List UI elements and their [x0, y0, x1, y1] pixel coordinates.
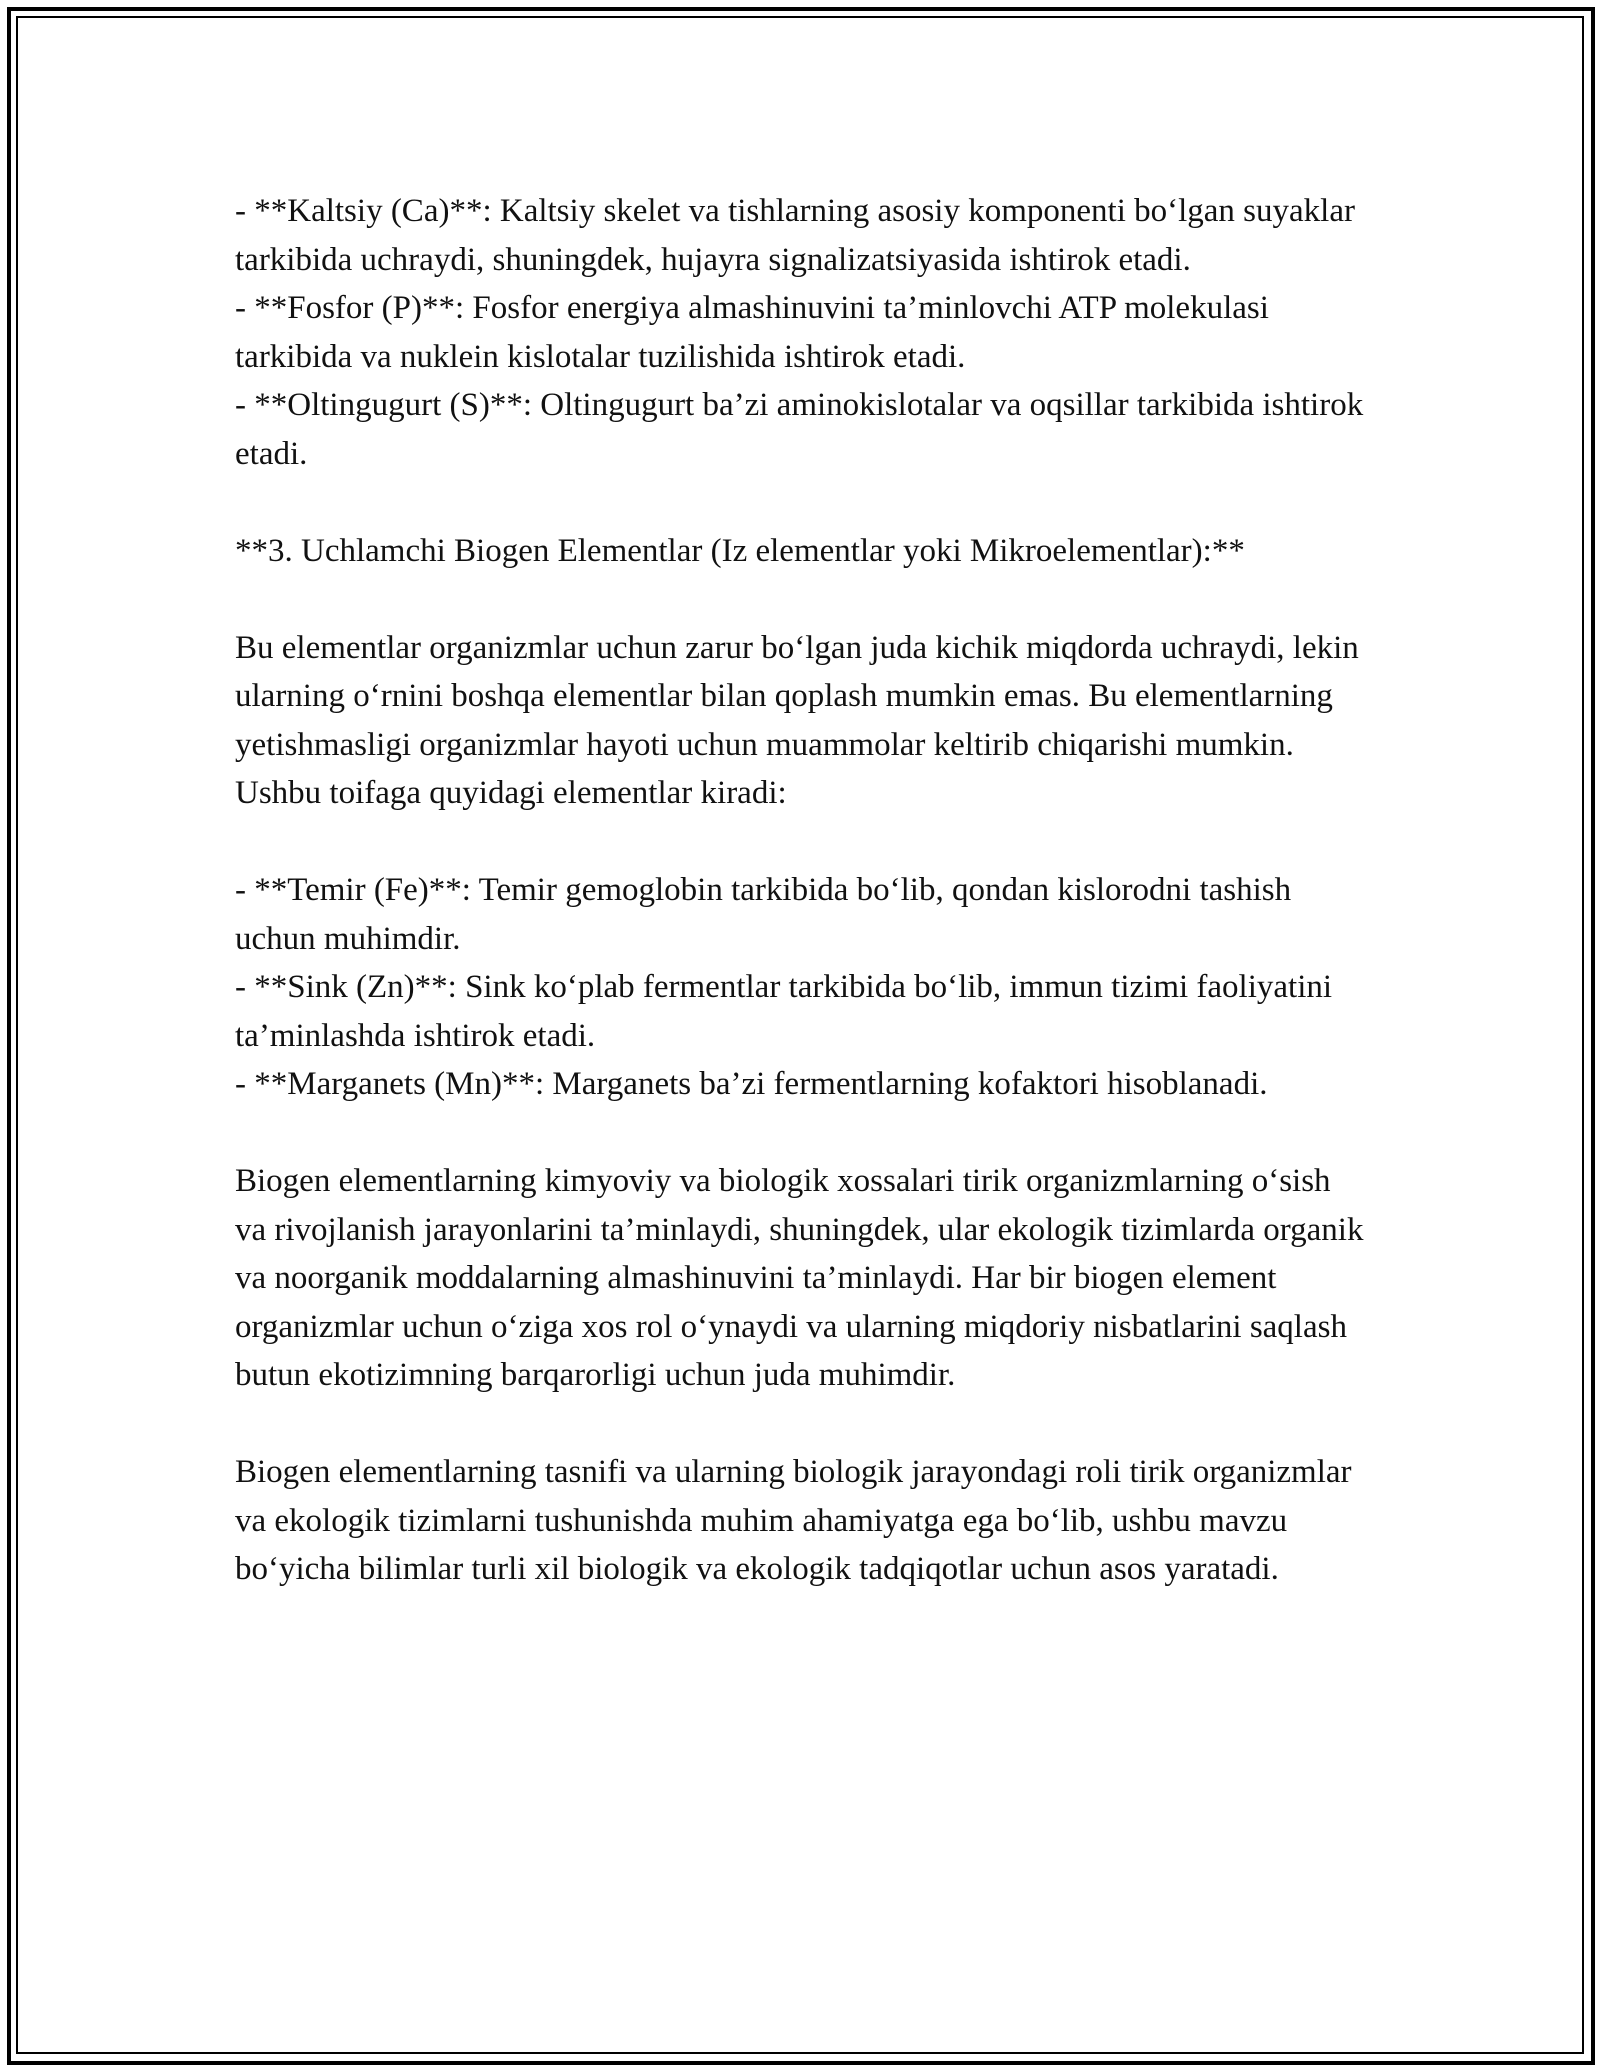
paragraph-gap — [235, 575, 1365, 624]
list-item-oltingugurt: - **Oltingugurt (S)**: Oltingugurt ba’zi aminokislotalar va oqsillar tarkibida ishtirok etadi. — [235, 387, 1364, 472]
paragraph-gap — [235, 818, 1365, 867]
paragraph-gap — [235, 1109, 1365, 1158]
list-item-fosfor: - **Fosfor (P)**: Fosfor energiya almashinuvini ta’minlovchi ATP molekulasi tarkibida va nuklein kislotalar tuzilishida ishtirok etadi. — [235, 290, 1269, 375]
paragraph-intro: Bu elementlar organizmlar uchun zarur bo‘lgan juda kichik miqdorda uchraydi, lekin ularning o‘rnini boshqa elementlar bilan qoplash mumkin emas. Bu elementlarning yetishmasligi organizmlar hayoti uchun muammolar keltirib chiqarishi mumkin. Ushbu toifaga quyidagi elementlar kiradi: — [235, 629, 1359, 811]
document-body — [235, 187, 1365, 1594]
paragraph-conclusion: Biogen elementlarning tasnifi va ularning biologik jarayondagi roli tirik organizmlar va ekologik tizimlarni tushunishda muhim ahamiyatga ega bo‘lib, ushbu mavzu bo‘yicha bilimlar turli xil biologik va ekologik tadqiqotlar uchun asos yaratadi. — [235, 1454, 1352, 1587]
list-item-kaltsiy: - **Kaltsiy (Ca)**: Kaltsiy skelet va tishlarning asosiy komponenti bo‘lgan suyaklar tarkibida uchraydi, shuningdek, hujayra signalizatsiyasida ishtirok etadi. — [235, 193, 1355, 278]
paragraph-gap — [235, 1400, 1365, 1449]
list-item-sink: - **Sink (Zn)**: Sink ko‘plab fermentlar tarkibida bo‘lib, immun tizimi faoliyatini ta’minlashda ishtirok etadi. — [235, 969, 1333, 1054]
list-item-marganets: - **Marganets (Mn)**: Marganets ba’zi fermentlarning kofaktori hisoblanadi. — [235, 1066, 1268, 1102]
section-heading: **3. Uchlamchi Biogen Elementlar (Iz elementlar yoki Mikroelementlar):** — [235, 532, 1245, 569]
paragraph-gap — [235, 478, 1365, 527]
list-item-temir: - **Temir (Fe)**: Temir gemoglobin tarkibida bo‘lib, qondan kislorodni tashish uchun muhimdir. — [235, 872, 1292, 957]
paragraph-properties: Biogen elementlarning kimyoviy va biologik xossalari tirik organizmlarning o‘sish va rivojlanish jarayonlarini ta’minlaydi, shuningdek, ular ekologik tizimlarda organik va noorganik moddalarning almashinuvini ta’minlaydi. Har bir biogen element organizmlar uchun o‘ziga xos rol o‘ynaydi va ularning miqdoriy nisbatlarini saqlash butun ekotizimning barqarorligi uchun juda muhimdir. — [235, 1163, 1364, 1393]
